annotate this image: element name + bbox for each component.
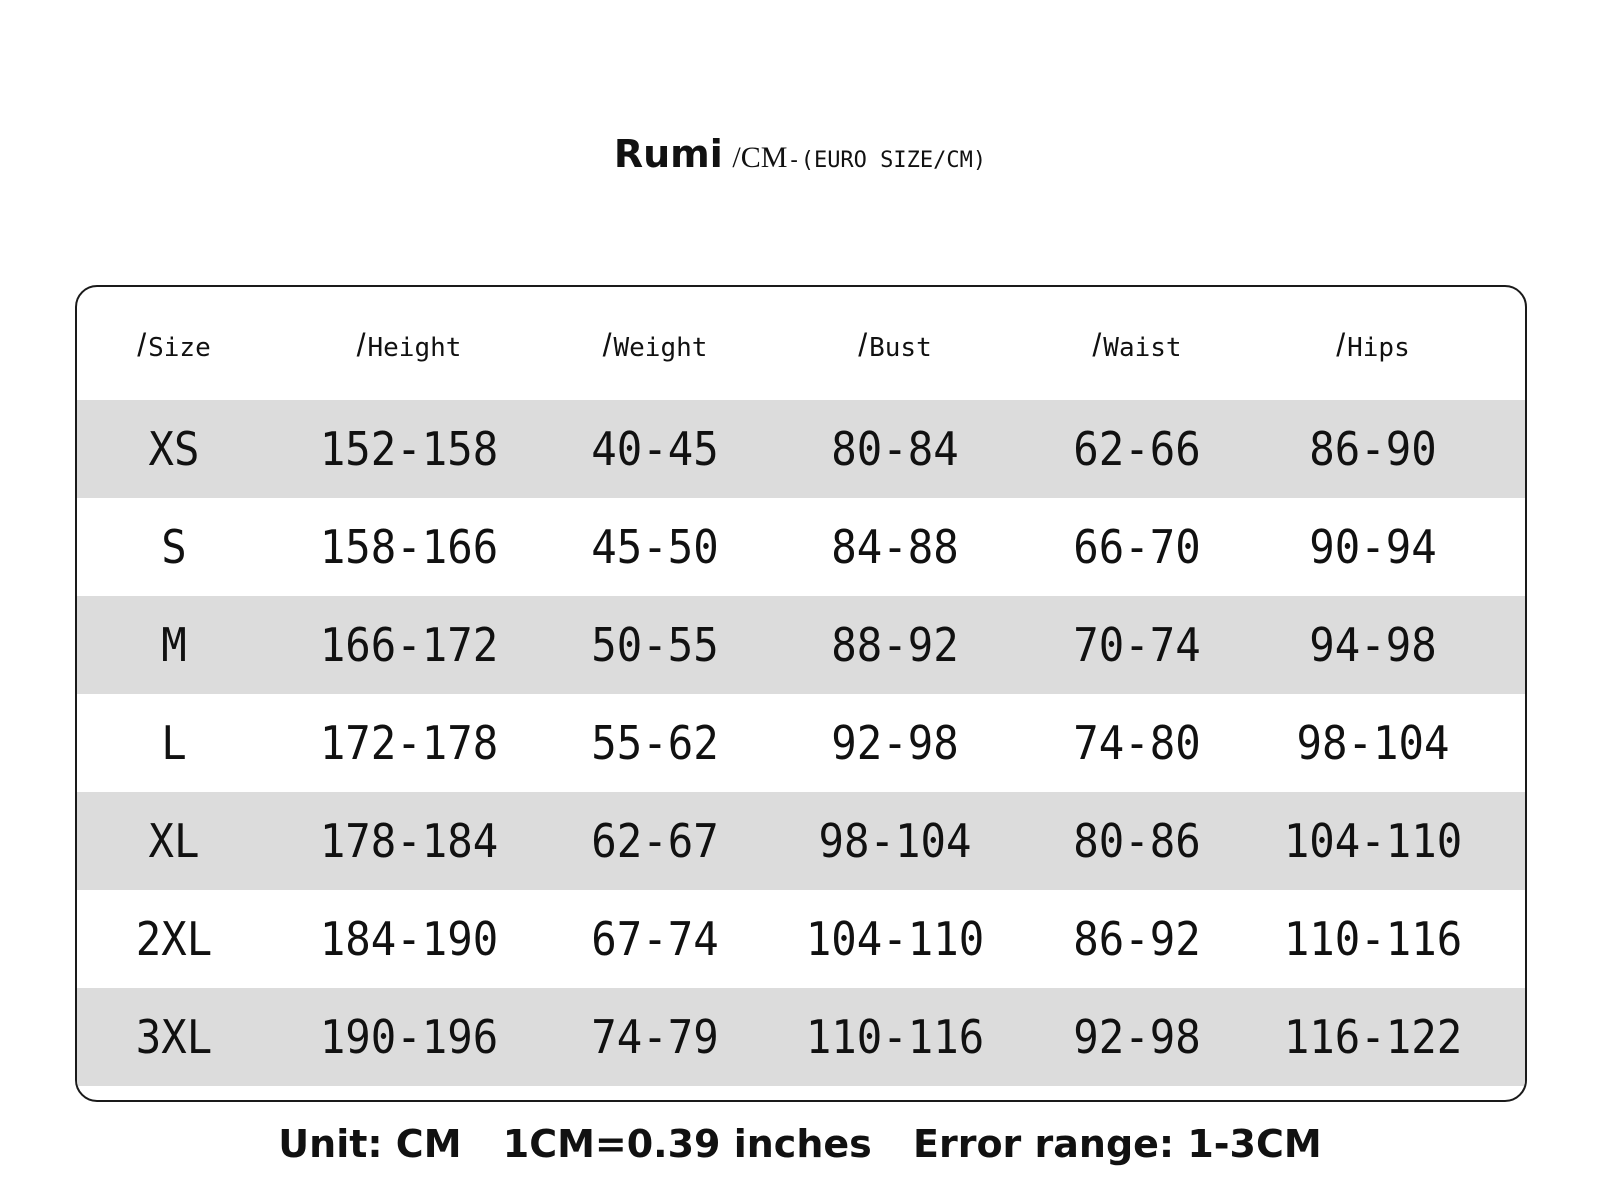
table-cell-bust: 110-116 — [805, 1010, 985, 1064]
table-cell-size: 2XL — [135, 912, 213, 966]
title-unit: /CM — [732, 141, 788, 174]
table-cell-hips: 98-104 — [1296, 716, 1450, 770]
table-cell-waist: 66-70 — [1073, 520, 1201, 574]
table-cell-bust: 80-84 — [831, 422, 959, 476]
footer-note — [0, 1122, 1600, 1166]
table-cell-height: 172-178 — [319, 716, 499, 770]
table-cell-waist: 70-74 — [1073, 618, 1201, 672]
footer-unit: Unit: CM — [278, 1122, 462, 1166]
title-subtitle: -(EURO SIZE/CM) — [787, 148, 987, 173]
table-row — [77, 694, 1525, 792]
table-cell-size: XS — [148, 422, 200, 476]
column-header-hips — [1258, 327, 1488, 367]
column-header-label: Size — [148, 333, 211, 363]
table-row — [77, 890, 1525, 988]
table-cell-height: 184-190 — [319, 912, 499, 966]
table-cell-bust: 84-88 — [831, 520, 959, 574]
header-slash: / — [1092, 327, 1102, 363]
column-header-label: Weight — [613, 333, 708, 363]
table-cell-size: 3XL — [135, 1010, 213, 1064]
table-cell-hips: 90-94 — [1309, 520, 1437, 574]
table-cell-hips: 110-116 — [1283, 912, 1463, 966]
table-cell-height: 158-166 — [319, 520, 499, 574]
footer-error-range: Error range: 1-3CM — [913, 1122, 1322, 1166]
header-slash: / — [137, 327, 147, 363]
header-slash: / — [1336, 327, 1346, 363]
table-row — [77, 400, 1525, 498]
column-header-label: Bust — [869, 333, 932, 363]
table-cell-bust: 98-104 — [818, 814, 972, 868]
footer-conversion: 1CM=0.39 inches — [502, 1122, 872, 1166]
column-header-size — [75, 327, 289, 367]
column-header-waist — [1022, 327, 1252, 367]
table-cell-weight: 74-79 — [591, 1010, 719, 1064]
table-cell-waist: 92-98 — [1073, 1010, 1201, 1064]
column-header-weight — [540, 327, 770, 367]
table-cell-weight: 62-67 — [591, 814, 719, 868]
table-cell-hips: 104-110 — [1283, 814, 1463, 868]
table-cell-size: S — [161, 520, 187, 574]
table-cell-waist: 80-86 — [1073, 814, 1201, 868]
table-cell-height: 152-158 — [319, 422, 499, 476]
table-cell-weight: 50-55 — [591, 618, 719, 672]
size-chart-table — [75, 285, 1527, 1102]
table-cell-weight: 45-50 — [591, 520, 719, 574]
table-cell-bust: 88-92 — [831, 618, 959, 672]
table-row — [77, 792, 1525, 890]
table-row — [77, 988, 1525, 1086]
column-header-height — [294, 327, 524, 367]
column-header-bust — [780, 327, 1010, 367]
header-slash: / — [858, 327, 868, 363]
table-header-row — [77, 287, 1525, 400]
brand-name: Rumi — [613, 132, 723, 176]
table-cell-size: M — [161, 618, 187, 672]
table-cell-weight: 55-62 — [591, 716, 719, 770]
table-cell-hips: 94-98 — [1309, 618, 1437, 672]
table-cell-hips: 86-90 — [1309, 422, 1437, 476]
table-cell-height: 190-196 — [319, 1010, 499, 1064]
table-cell-waist: 86-92 — [1073, 912, 1201, 966]
table-row — [77, 498, 1525, 596]
header-slash: / — [602, 327, 612, 363]
header-slash: / — [356, 327, 366, 363]
table-cell-size: L — [161, 716, 187, 770]
table-cell-size: XL — [148, 814, 200, 868]
column-header-label: Waist — [1103, 333, 1182, 363]
table-row — [77, 596, 1525, 694]
table-cell-height: 166-172 — [319, 618, 499, 672]
page-title — [0, 132, 1600, 176]
column-header-label: Height — [367, 333, 462, 363]
table-cell-bust: 92-98 — [831, 716, 959, 770]
table-cell-bust: 104-110 — [805, 912, 985, 966]
table-cell-waist: 62-66 — [1073, 422, 1201, 476]
table-cell-weight: 67-74 — [591, 912, 719, 966]
table-cell-hips: 116-122 — [1283, 1010, 1463, 1064]
table-cell-waist: 74-80 — [1073, 716, 1201, 770]
table-cell-weight: 40-45 — [591, 422, 719, 476]
table-cell-height: 178-184 — [319, 814, 499, 868]
column-header-label: Hips — [1347, 333, 1410, 363]
